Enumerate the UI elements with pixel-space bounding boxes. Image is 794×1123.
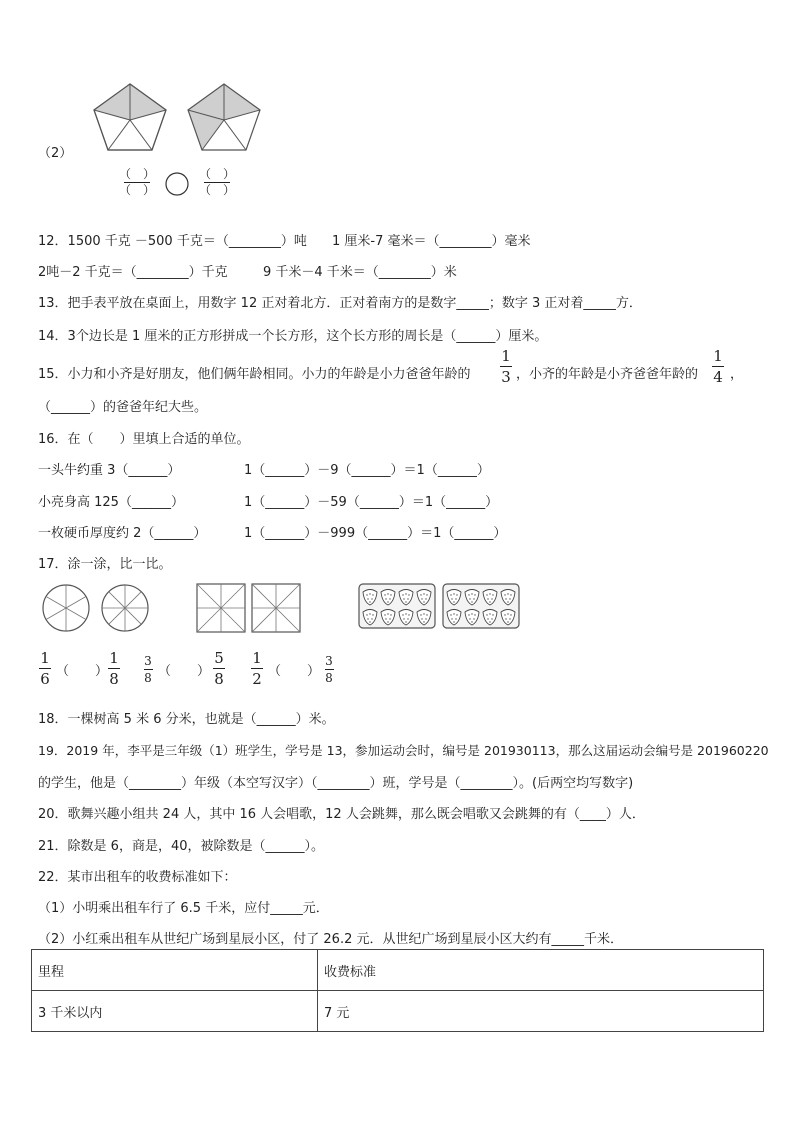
circle-sixths-figure [42, 584, 90, 632]
q12-line2-a: 2吨－2 千克＝（________）千克 [38, 265, 228, 280]
table-cell: 7 元 [318, 991, 764, 1032]
q14-text: 14．3个边长是 1 厘米的正方形拼成一个长方形，这个长方形的周长是（______）厘米。 [38, 329, 548, 344]
q12-line2-b: 9 千米－4 千米＝（________）米 [263, 265, 457, 280]
fee-table [31, 949, 764, 1032]
q11-right-fraction-blank[interactable]: （ ） （ ） [198, 167, 235, 197]
q13-text: 13．把手表平放在桌面上，用数字 12 正对着北方．正对着南方的是数字_____；数字 3 正对着_____方． [38, 296, 642, 311]
q11-left-fraction-blank[interactable]: （ ） （ ） [118, 167, 155, 197]
q16-title: 16．在（ ）里填上合适的单位。 [38, 432, 250, 447]
q21-text: 21．除数是 6，商是，40，被除数是（______）。 [38, 839, 324, 854]
q12-line1-b: 1 厘米-7 毫米＝（________）毫米 [332, 234, 531, 249]
q15-text-a: 15．小力和小齐是好朋友，他们俩年龄相同。小力的年龄是小力爸爸年龄的 [38, 367, 471, 382]
strawberry-box-figure [358, 583, 436, 629]
compare-fraction: 1 8 [109, 649, 119, 688]
compare-circle[interactable] [165, 172, 189, 196]
q17-title: 17．涂一涂，比一比。 [38, 557, 172, 572]
square-eighths-figure [196, 583, 246, 633]
pentagon-figure-right [186, 82, 262, 154]
compare-fraction: 1 2 [252, 649, 262, 688]
q19-line1: 19．2019 年，李平是三年级（1）班学生，学号是 13，参加运动会时，编号是 201930113，那么这届运动会编号是 201960220 [38, 743, 769, 758]
q12-line1-a: 12．1500 千克 －500 千克＝（________）吨 [38, 234, 307, 249]
q22-title: 22．某市出租车的收费标准如下： [38, 870, 237, 885]
circle-eighths-figure [101, 584, 149, 632]
compare-fraction: 1 6 [40, 649, 50, 688]
q19-line2: 的学生，他是（________）年级（本空写汉字）（________）班，学号是（________）。(后两空均写数字) [38, 776, 634, 791]
table-header-cell: 收费标准 [318, 950, 764, 991]
q22-part2: （2）小红乘出租车从世纪广场到星辰小区，付了 26.2 元．从世纪广场到星辰小区大约有_____千米． [38, 932, 623, 947]
q16-row-right: 1（______）－9（______）＝1（______） [244, 463, 490, 478]
strawberry-box-figure [442, 583, 520, 629]
q16-row-left: 一枚硬币厚度约 2（______） [38, 526, 207, 541]
compare-fraction: 3 8 [325, 654, 333, 685]
q18-text: 18．一棵树高 5 米 6 分米，也就是（______）米。 [38, 712, 335, 727]
q16-row-right: 1（______）－59（______）＝1（______） [244, 495, 499, 510]
table-header-cell: 里程 [32, 950, 318, 991]
q15-text-c: ， [730, 367, 744, 382]
q16-row-right: 1（______）－999（______）＝1（______） [244, 526, 507, 541]
compare-fraction: 5 8 [214, 649, 224, 688]
compare-blank[interactable]: （ ） [158, 664, 211, 679]
table-row [32, 991, 764, 1032]
q11-part-label: （2） [38, 146, 73, 161]
q15-line2: （______）的爸爸年纪大些。 [38, 400, 208, 415]
q15-text-b: ，小齐的年龄是小齐爸爸年龄的 [516, 367, 699, 382]
compare-blank[interactable]: （ ） [268, 664, 321, 679]
q22-part1: （1）小明乘出租车行了 6.5 千米，应付_____元． [38, 901, 329, 916]
q15-fraction-2: 1 4 [713, 347, 723, 386]
pentagon-figure-left [92, 82, 168, 154]
q16-row-left: 小亮身高 125（______） [38, 495, 184, 510]
q15-fraction-1: 1 3 [501, 347, 511, 386]
square-eighths-figure [251, 583, 301, 633]
compare-fraction: 3 8 [144, 654, 152, 685]
q20-text: 20．歌舞兴趣小组共 24 人，其中 16 人会唱歌，12 人会跳舞，那么既会唱歌又会跳舞的有（____）人． [38, 807, 645, 822]
compare-blank[interactable]: （ ） [56, 664, 109, 679]
q16-row-left: 一头牛约重 3（______） [38, 463, 181, 478]
table-header-row [32, 950, 764, 991]
table-cell: 3 千米以内 [32, 991, 318, 1032]
